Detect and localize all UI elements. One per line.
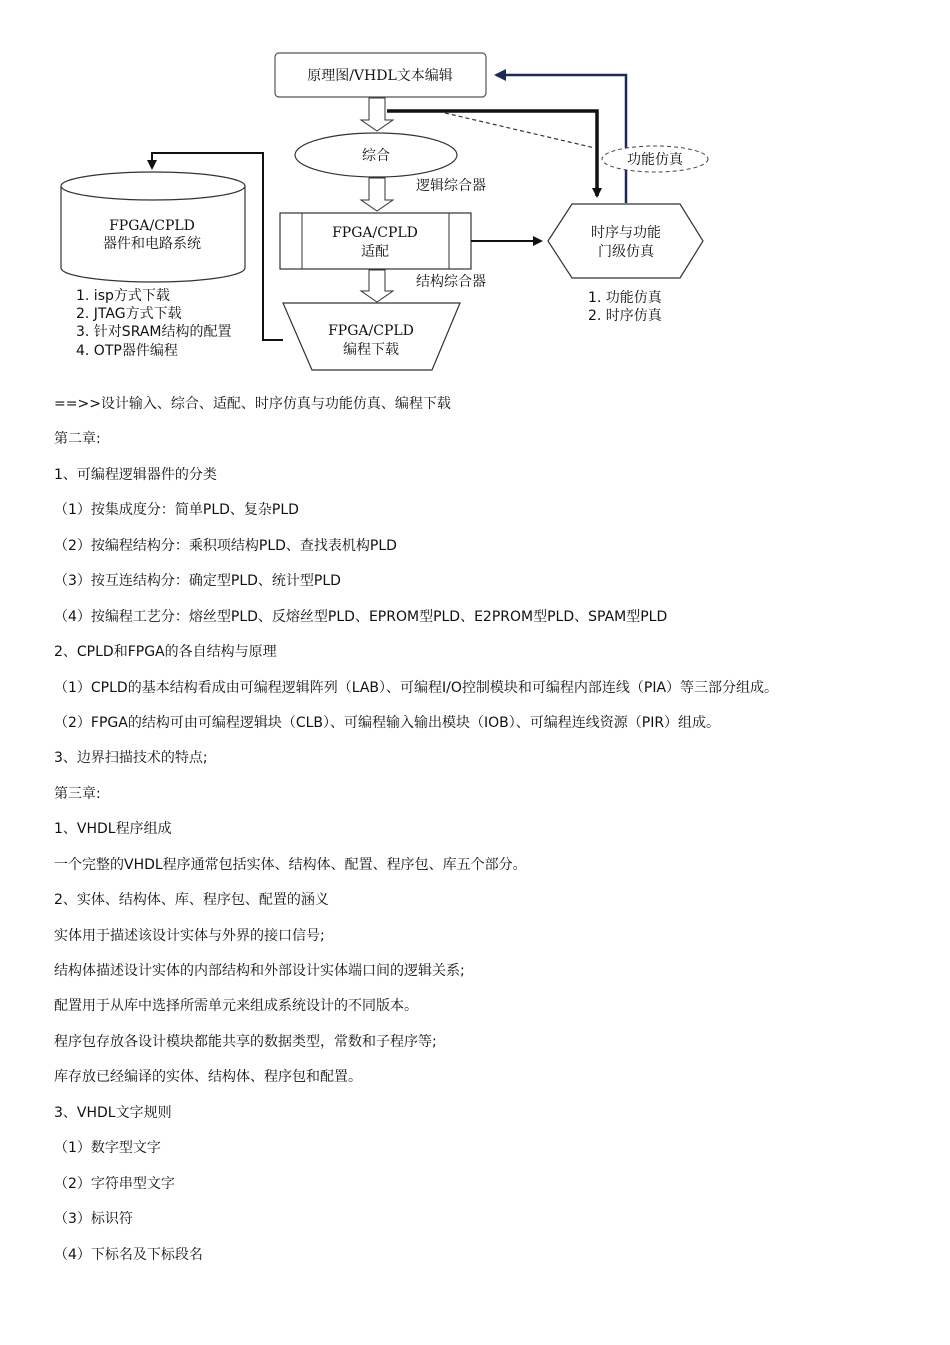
text-line: （2）按编程结构分：乘积项结构PLD、查找表机构PLD [54, 538, 397, 554]
program-line2: 编程下载 [343, 342, 399, 358]
text-line: 2、实体、结构体、库、程序包、配置的涵义 [54, 892, 329, 908]
text-line: 实体用于描述该设计实体与外界的接口信号; [54, 928, 325, 944]
text-line: 配置用于从库中选择所需单元来组成系统设计的不同版本。 [54, 998, 418, 1014]
text-line: （4）下标名及下标段名 [54, 1247, 203, 1263]
download-method-2: 2. JTAG方式下载 [76, 306, 182, 322]
summary-line: ==>>设计输入、综合、适配、时序仿真与功能仿真、编程下载 [54, 396, 451, 412]
timing-sim-line1: 时序与功能 [591, 225, 661, 241]
text-line: 1、VHDL程序组成 [54, 821, 172, 837]
chapter-2-heading: 第二章: [54, 431, 101, 447]
hollow-arrow-2 [361, 178, 393, 211]
edit-box-label: 原理图/VHDL文本编辑 [307, 68, 453, 84]
sim-type-1: 1. 功能仿真 [588, 290, 662, 306]
text-line: 1、可编程逻辑器件的分类 [54, 467, 217, 483]
device-line1: FPGA/CPLD [109, 218, 195, 234]
program-line1: FPGA/CPLD [328, 323, 414, 339]
sim-feedback-arrow [496, 75, 626, 203]
text-line: 库存放已经编译的实体、结构体、程序包和配置。 [54, 1069, 362, 1085]
synthesis-label: 综合 [362, 148, 390, 164]
text-line: （3）标识符 [54, 1211, 133, 1227]
sim-type-2: 2. 时序仿真 [588, 308, 662, 324]
text-line: （1）CPLD的基本结构看成由可编程逻辑阵列（LAB）、可编程I/O控制模块和可编程内部连线（PIA）等三部分组成。 [54, 680, 779, 696]
text-line: 结构体描述设计实体的内部结构和外部设计实体端口间的逻辑关系; [54, 963, 465, 979]
fit-box-line1: FPGA/CPLD [332, 225, 418, 241]
chapter-3-heading: 第三章: [54, 786, 101, 802]
text-line: 3、VHDL文字规则 [54, 1105, 172, 1121]
download-method-4: 4. OTP器件编程 [76, 343, 178, 359]
functional-sim-dashed [445, 113, 595, 148]
hollow-arrow-1 [361, 98, 393, 131]
text-line: 3、边界扫描技术的特点; [54, 750, 208, 766]
text-line: （2）字符串型文字 [54, 1176, 175, 1192]
fit-box [280, 213, 471, 269]
text-line: （1）数字型文字 [54, 1140, 161, 1156]
fit-box-line2: 适配 [361, 244, 389, 260]
text-line: （4）按编程工艺分：熔丝型PLD、反熔丝型PLD、EPROM型PLD、E2PROM型PLD、SPAM型PLD [54, 609, 668, 625]
text-line: 一个完整的VHDL程序通常包括实体、结构体、配置、程序包、库五个部分。 [54, 857, 527, 873]
hollow-arrow-3 [361, 270, 393, 302]
text-line: 2、CPLD和FPGA的各自结构与原理 [54, 644, 277, 660]
timing-sim-hexagon [548, 204, 703, 278]
download-method-1: 1. isp方式下载 [76, 288, 170, 304]
text-line: （1）按集成度分：简单PLD、复杂PLD [54, 502, 299, 518]
timing-sim-line2: 门级仿真 [598, 244, 654, 260]
text-line: （3）按互连结构分：确定型PLD、统计型PLD [54, 573, 341, 589]
struct-synthesizer-label: 结构综合器 [416, 274, 486, 290]
logic-synthesizer-label: 逻辑综合器 [416, 178, 486, 194]
design-flow-diagram [0, 0, 950, 380]
device-line2: 器件和电路系统 [103, 236, 201, 252]
functional-sim-label: 功能仿真 [627, 152, 683, 168]
text-line: （2）FPGA的结构可由可编程逻辑块（CLB）、可编程输入输出模块（IOB）、可编程连线资源（PIR）组成。 [54, 715, 721, 731]
text-line: 程序包存放各设计模块都能共享的数据类型，常数和子程序等; [54, 1034, 437, 1050]
download-method-3: 3. 针对SRAM结构的配置 [76, 324, 232, 340]
